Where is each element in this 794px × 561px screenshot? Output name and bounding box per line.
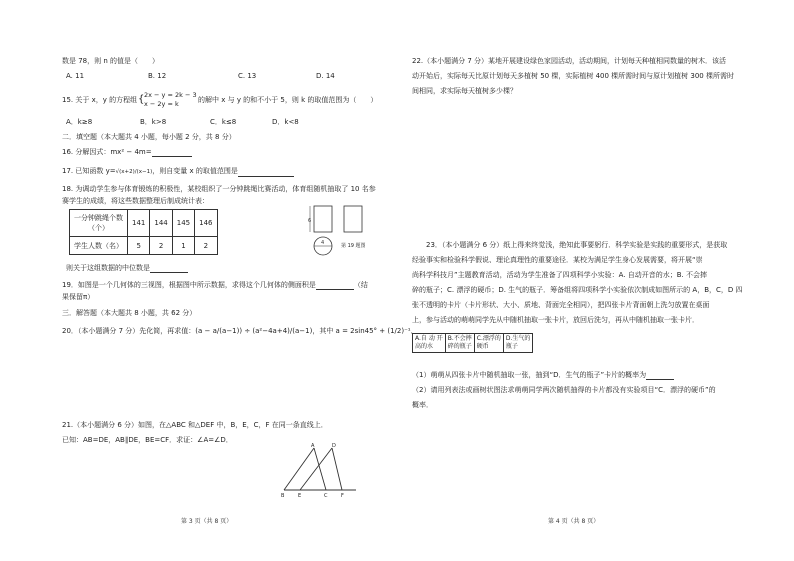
card-b-line-2: 碎的瓶子 [447,343,472,350]
row1-head: 一分钟跳绳个数 [74,214,123,222]
question-21-line-2: 已知：AB=DE，AB∥DE，BE=CF．求证：∠A=∠D． [62,436,233,444]
table-header-cell: 学生人数（名） [70,237,128,255]
question-23-line-4: 碎的瓶子；C. 漂浮的硬币；D. 生气的瓶子．筹备组将四项科学小实验依次制成如图所示的 A，B，C，D 四 [412,286,743,294]
question-23-part-1 [412,371,674,380]
question-23-part-2-line-2: 概率． [412,401,433,409]
q15-option-c: C．k≤8 [210,118,237,126]
q17-fraction: √(x+2)/(x−1) [115,169,153,175]
card-row [413,334,533,353]
question-15-stem-b: 的解中 x 与 y 的和不小于 5，则 k 的取值范围为（ ） [198,96,378,104]
dimension-label-diameter: 4 [321,240,325,246]
point-label-f: F [341,493,344,498]
table-header-cell [70,210,128,237]
dimension-label-height: 6 [308,218,312,224]
point-label-e: E [298,493,302,498]
q15-equation-2: x − 2y = k [144,100,179,108]
table-cell: 145 [172,210,194,237]
question-14-tail: 数是 78，则 n 的值是（ ） [62,57,160,65]
point-label-c: C [324,493,328,498]
table-cell: 141 [128,210,150,237]
point-label-b: B [281,493,285,498]
card-b-line-1: B.不会摔 [447,335,472,342]
question-23-part-2-line-1: （2）请用列表法或画树状图法求萌萌同学两次随机抽得的卡片都没有实验项目“C．漂浮的硬币”的 [412,386,716,394]
q15-option-b: B．k>8 [140,118,167,126]
experiment-cards [412,333,533,353]
card-a-line-1: A.自 动 开 [415,335,443,342]
card-b [445,334,474,353]
answer-blank[interactable] [316,282,354,290]
point-label-a: A [311,443,315,449]
jump-rope-table [69,209,218,255]
question-20: 20．（本小题满分 7 分）先化简，再求值：(a − a/(a−1)) ÷ (a²−4a+4)/(a−1)，其中 a = 2sin45° + (1/2)⁻¹． [62,327,418,335]
question-22-line-3: 间相同，求实际每天植树多少棵？ [412,87,517,95]
section-2-heading: 二．填空题（本大题共 4 小题，每小题 2 分，共 8 分） [62,133,236,141]
answer-blank[interactable] [152,149,192,157]
card-c-line-1: C.漂浮的 [476,335,501,342]
section-3-heading: 三．解答题（本大题共 8 小题，共 62 分） [62,309,197,317]
answer-blank[interactable] [150,265,188,273]
card-d [503,334,533,353]
question-19-line-1 [62,281,368,290]
question-18-line-1: 18. 为调动学生参与体育锻炼的积极性，某校组织了一分钟跳绳比赛活动，体育组随机抽取了 10 名参 [62,185,376,193]
question-23-line-1: 23．（本小题满分 6 分）纸上得来终觉浅，绝知此事要躬行．科学实验是实践的重要形式，是获取 [426,241,728,249]
q14-option-b: B. 12 [148,72,167,80]
question-18-text-c: 则关于这组数据的中位数是 [66,264,150,272]
row1-head-unit: （个） [88,224,109,232]
question-17-text-a: 17. 已知函数 y= [62,167,116,175]
page-footer-left: 第 3 页（共 8 页） [181,518,233,525]
table-cell: 2 [195,237,217,255]
card-a-line-2: 高的水 [415,343,434,350]
three-view-figure [308,202,388,262]
q14-option-c: C. 13 [238,72,257,80]
table-cell: 2 [150,237,172,255]
question-23-line-2: 经验事实和检验科学假说、理论真理性的重要途径．某校为满足学生身心发展需要，将开展“崇 [412,256,703,264]
q15-option-d: D．k<8 [272,118,299,126]
question-23-line-5: 张不透明的卡片（卡片形状、大小、质地、背面完全相同），把四张卡片背面朝上洗匀放置在桌面 [412,301,710,309]
question-23-part-1-text: （1）萌萌从四张卡片中随机抽取一张，抽到“D．生气的瓶子”卡片的概率为 [412,371,647,379]
question-23-line-3: 尚科学科技月”主题教育活动，活动为学生准备了四项科学小实验：A. 自动开音的水；B. 不会摔 [412,271,707,279]
table-cell: 5 [128,237,150,255]
card-c [474,334,503,353]
question-22-line-1: 22.（本小题满分 7 分）某地开展建设绿色家园活动，活动期间，计划每天种植相同数量的树木．该活 [412,57,727,65]
table-row [70,237,218,255]
page-footer-right: 第 4 页（共 8 页） [548,518,600,525]
system-brace: { [138,94,145,105]
point-label-d: D [332,443,336,449]
question-19-text-b: （结 [353,281,368,289]
figure-19-caption: 第 19 题图 [341,243,366,249]
q14-option-a: A. 11 [66,72,85,80]
card-a [413,334,446,353]
table-cell: 1 [172,237,194,255]
answer-blank[interactable] [238,169,294,177]
card-d-line-2: 瓶子 [505,343,518,350]
table-row [70,210,218,237]
table-cell: 146 [195,210,217,237]
q15-equation-1: 2x − y = 2k − 3 [144,91,197,99]
question-23-line-6: 上，参与活动的萌萌同学先从中随机抽取一张卡片，放回后洗匀，再从中随机抽取一张卡片． [412,316,699,324]
question-18-line-3 [66,264,188,273]
question-19-line-2: 果保留π） [62,293,95,301]
triangles-figure [280,442,360,498]
right-page [397,0,794,561]
question-19-text-a: 19．如图是一个几何体的三视图，根据图中所示数据，求得这个几何体的侧面积是 [62,281,316,289]
question-21-line-1: 21.（本小题满分 6 分）如图，在△ABC 和△DEF 中，B，E，C，F 在同一条直线上． [62,421,328,429]
question-18-line-2: 赛学生的成绩，将这些数据整理后制成统计表： [62,197,209,205]
answer-blank[interactable] [646,372,674,380]
q14-option-d: D. 14 [316,72,335,80]
question-16 [62,148,192,157]
question-16-text: 16. 分解因式：mx² − 4m= [62,148,152,156]
question-17 [62,167,294,177]
card-c-line-2: 硬币 [476,343,489,350]
table-cell: 144 [150,210,172,237]
question-15-stem-a: 15. 关于 x，y 的方程组 [62,96,138,104]
q15-option-a: A．k≥8 [66,118,93,126]
card-d-line-1: D.生气的 [505,335,531,342]
question-17-text-b: ，则自变量 x 的取值范围是 [152,167,238,175]
question-22-line-2: 动开始后，实际每天比原计划每天多植树 50 棵，实际植树 400 棵所需时间与原计划植树 300 棵所需时 [412,72,734,80]
